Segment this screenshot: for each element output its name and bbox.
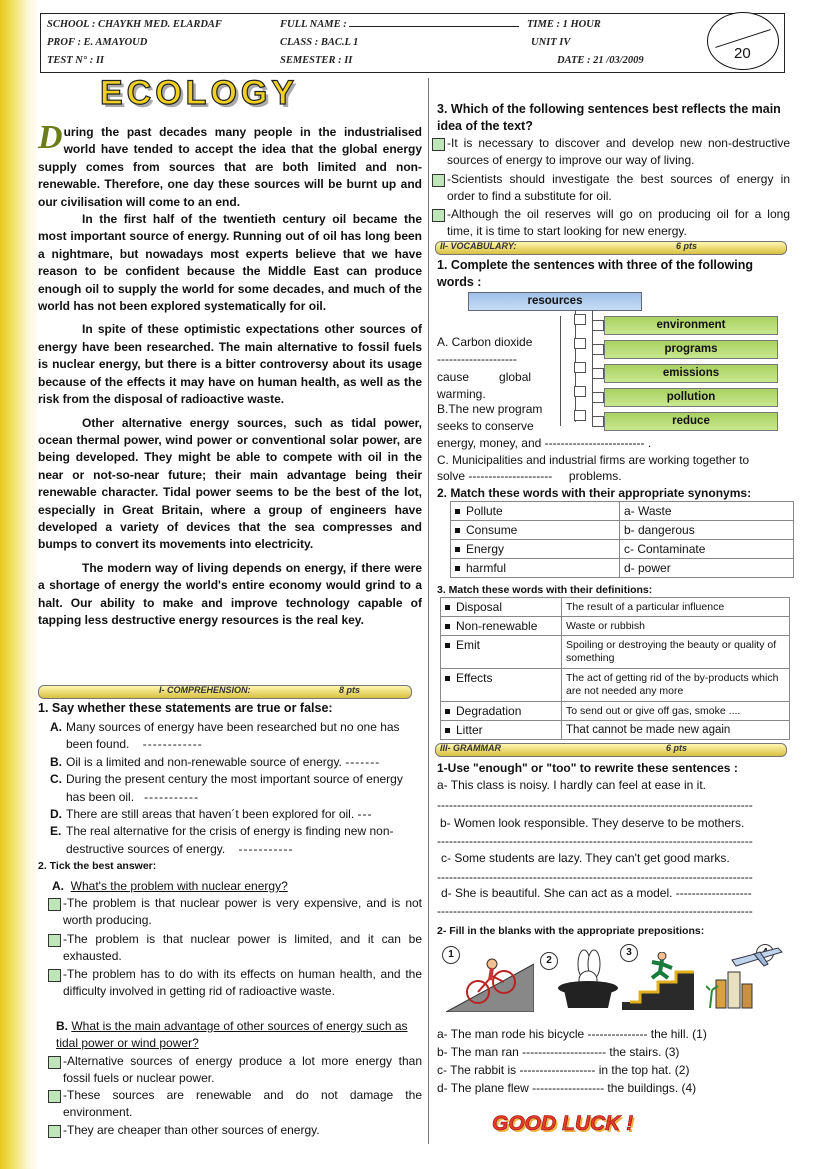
checkbox[interactable] (48, 1056, 61, 1069)
grammar-section-bar: III- GRAMMAR 6 pts (435, 743, 787, 757)
school-label: SCHOOL : CHAYKH MED. ELARDAF (47, 19, 222, 30)
checkbox[interactable] (48, 898, 61, 911)
column-divider (428, 78, 429, 1144)
time-label: TIME : 1 HOUR (527, 19, 601, 30)
tf-item: C. During the present century the most important source of energy has been oil. ----------- (50, 772, 403, 804)
question-2b: B. What is the main advantage of other sources of energy such as tidal power or wind power? (56, 1019, 408, 1051)
good-luck-banner: GOOD LUCK ! (492, 1112, 634, 1135)
checkbox[interactable] (432, 174, 445, 187)
answer-line[interactable]: ------------------------------------------------------------------------------- (437, 798, 753, 812)
table-row: Disposal The result of a particular influence (441, 598, 790, 617)
page-title: ECOLOGY (100, 74, 299, 112)
paragraph-2: In the first half of the twentieth century oil became the most important source of energy. Running out of oil has long been a nightmare, but nowadays most experts believe that we have reason to be confident because the Middle East can produce enough oil to supply the world for some decades, and much of the world has not been explored systematically for oil. (38, 212, 422, 314)
unit-label: UNIT IV (531, 37, 571, 48)
word-reduce: reduce (604, 412, 778, 431)
sentence-c: C. Municipalities and industrial firms are working together to (437, 453, 750, 467)
semester-label: SEMESTER : II (280, 55, 353, 66)
definitions-table (440, 597, 790, 740)
answer-option[interactable]: -They are cheaper than other sources of energy. (48, 1122, 422, 1139)
picture-number: 2 (540, 952, 558, 970)
checkbox[interactable] (48, 934, 61, 947)
rabbit-in-hat-icon (548, 948, 618, 1010)
score-total: 20 (734, 45, 751, 62)
table-row: Pollute a- Waste (451, 502, 794, 521)
grammar-item: d- She is beautiful. She can act as a model. ------------------- (441, 886, 752, 900)
sentence-c-end: solve --------------------- problems. (437, 469, 622, 483)
paragraph-4: Other alternative energy sources, such as tidal power, ocean thermal power, wind power or conventional solar power, are being developed. They might be able to compete with oil in the near or not-so-near future; their main advantage being their renewable character. Tidal power seems to be the best of the lot, especially in Great Britain, where a group of engineers have developed a variety of devices that the sea compresses and bumps to convert its movements into electricity. (38, 415, 422, 552)
table-row: Energy c- Contaminate (451, 540, 794, 559)
picture-strip (442, 942, 782, 1012)
synonyms-question: 2. Match these words with their appropriate synonyms: (437, 486, 752, 500)
picture-number: 1 (442, 946, 460, 964)
answer-option[interactable]: -Scientists should investigate the best sources of energy in order to find a substitute for oil. (432, 171, 790, 205)
true-false-list (50, 719, 422, 858)
table-row: Effects The act of getting rid of the by-products which are not needed any more (441, 669, 790, 702)
table-row: Non-renewable Waste or rubbish (441, 617, 790, 636)
definitions-question: 3. Match these words with their definitions: (437, 584, 653, 596)
checkbox[interactable] (48, 1090, 61, 1103)
preposition-item: a- The man rode his bicycle --------------- the hill. (1) (437, 1027, 707, 1041)
answer-line[interactable]: ------------------------------------------------------------------------------- (437, 904, 753, 918)
drop-cap: D (38, 119, 63, 156)
word-pollution: pollution (604, 388, 778, 407)
reading-passage (38, 119, 422, 629)
word-programs: programs (604, 340, 778, 359)
table-row: Emit Spoiling or destroying the beauty or quality of something (441, 636, 790, 669)
checkbox[interactable] (432, 138, 445, 151)
synonyms-table (450, 501, 794, 578)
table-row: Consume b- dangerous (451, 521, 794, 540)
true-false-question: 1. Say whether these statements are true or false: (38, 701, 333, 715)
answer-option[interactable]: -Although the oil reserves will go on producing oil for a long time, it is time to start looking for new energy. (432, 206, 790, 240)
full-name-label: FULL NAME : (280, 19, 519, 30)
preposition-item: b- The man ran --------------------- the stairs. (3) (437, 1045, 680, 1059)
plane-over-buildings-icon (706, 946, 786, 1010)
answer-option[interactable]: -These sources are renewable and do not damage the environment. (48, 1087, 422, 1121)
table-row: Degradation To send out or give off gas, smoke .... (441, 702, 790, 721)
tf-item: A. Many sources of energy have been researched but no one has been found. ------------ (50, 720, 400, 752)
sentence-b: B.The new program seeks to conserve (437, 402, 543, 434)
vocabulary-section-bar: II- VOCABULARY: 6 pts (435, 241, 787, 255)
grammar-item: a- This class is noisy. I hardly can feel at ease in it. (437, 778, 707, 792)
comprehension-section-bar: I- COMPREHENSION: 8 pts (38, 685, 412, 699)
class-label: CLASS : BAC.L 1 (280, 37, 359, 48)
preposition-item: c- The rabbit is ------------------- in the top hat. (2) (437, 1063, 690, 1077)
complete-sentences-question: 1. Complete the sentences with three of the following words : (437, 258, 754, 289)
tick-question: 2. Tick the best answer: (38, 860, 157, 872)
question-2a: A. What's the problem with nuclear energy? (52, 879, 288, 893)
test-label: TEST N° : II (47, 55, 104, 66)
preposition-item: d- The plane flew ------------------ the buildings. (4) (437, 1081, 697, 1095)
bicycle-uphill-icon (446, 954, 534, 1012)
answer-line[interactable]: ------------------------------------------------------------------------------- (437, 870, 753, 884)
enough-too-question: 1-Use "enough" or "too" to rewrite these sentences : (437, 761, 738, 775)
picture-number: 3 (620, 944, 638, 962)
main-idea-question: 3. Which of the following sentences best reflects the main idea of the text? (437, 102, 781, 133)
table-row: Litter That cannot be made new again (441, 721, 790, 740)
prof-label: PROF : E. AMAYOUD (47, 37, 148, 48)
date-label: DATE : 21 /03/2009 (557, 55, 644, 66)
answer-option[interactable]: -The problem is that nuclear power is very expensive, and is not worth producing. (48, 895, 422, 929)
checkbox[interactable] (432, 209, 445, 222)
grammar-item: b- Women look responsible. They deserve to be mothers. (440, 816, 745, 830)
tf-item: E. The real alternative for the crisis of energy is finding new non-destructive sources of energy. ----------- (50, 824, 394, 856)
exam-header (40, 13, 785, 73)
tf-item: B. Oil is a limited and non-renewable source of energy. ------- (50, 754, 381, 769)
table-row: harmful d- power (451, 559, 794, 578)
score-badge (707, 12, 779, 70)
word-tree-line (560, 316, 561, 426)
grammar-item: c- Some students are lazy. They can't get good marks. (441, 851, 730, 865)
tf-item: D. There are still areas that haven´t been explored for oil. --- (50, 807, 373, 822)
answer-option[interactable]: -Alternative sources of energy produce a lot more energy than fossil fuels or nuclear power. (48, 1053, 422, 1087)
answer-option[interactable]: -The problem is that nuclear power is limited, and it can be exhausted. (48, 931, 422, 965)
word-emissions: emissions (604, 364, 778, 383)
answer-option[interactable]: -The problem has to do with its effects on human health, and the difficulty involved in getting rid of radioactive waste. (48, 966, 422, 1000)
answer-line[interactable]: ------------------------------------------------------------------------------- (437, 834, 753, 848)
prepositions-question: 2- Fill in the blanks with the appropriate prepositions: (437, 925, 705, 937)
paragraph-1: During the past decades many people in the industrialised world have tended to accept the idea that the global energy supply comes from sources that are both limited and non-renewable. Therefore, one day these sources will be burnt up and our civilisation will come to an end. (38, 119, 422, 209)
checkbox[interactable] (48, 1125, 61, 1138)
checkbox[interactable] (48, 969, 61, 982)
answer-option[interactable]: -It is necessary to discover and develop new non-destructive sources of energy to improve our way of living. (432, 135, 790, 169)
word-environment: environment (604, 316, 778, 335)
word-resources: resources (468, 292, 642, 311)
man-running-stairs-icon (622, 952, 710, 1010)
sentence-a: A. Carbon dioxide -------------------- cause global warming. (437, 335, 533, 402)
paragraph-5: The modern way of living depends on energy, if there were a shortage of energy the world's entire economy would grind to a halt. Our ability to make and improve technology capable of tapping less destructive energy resources is the real key. (38, 560, 422, 627)
sentence-b-end: energy, money, and ------------------------- . (437, 436, 652, 450)
paragraph-3: In spite of these optimistic expectations other sources of energy have been researched. The main alternative to fossil fuels is nuclear energy, but there is a bitter controversy about its usage because of the effects it may have on human health, as well as the risk from the disposal of radioactive waste. (38, 322, 422, 407)
